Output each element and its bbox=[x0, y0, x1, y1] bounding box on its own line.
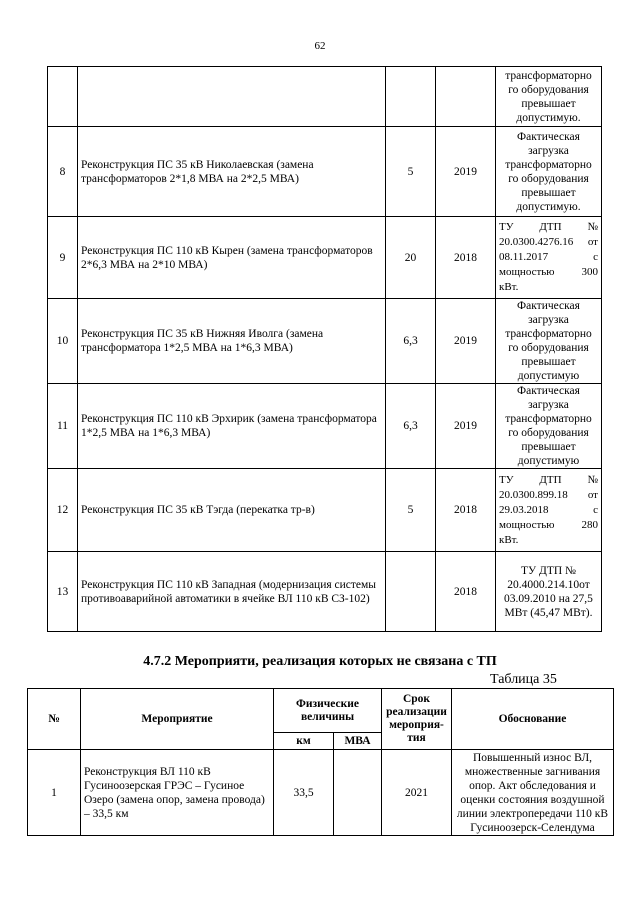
row-event-name: Реконструкция ПС 35 кВ Николаевская (замена трансформаторов 2*1,8 МВА на 2*2,5 МВА) bbox=[78, 127, 386, 217]
reason-word: мощностью bbox=[499, 518, 555, 531]
reason-line bbox=[499, 235, 598, 250]
reason-word: 20.0300.899.18 bbox=[499, 488, 568, 501]
header-km: км bbox=[274, 733, 334, 750]
reason-word: 29.03.2018 bbox=[499, 503, 549, 516]
reason-word: кВт. bbox=[499, 281, 519, 293]
reason-word: от bbox=[587, 488, 598, 501]
reason-word: 20.0300.4276.16 bbox=[499, 236, 574, 248]
row-reason: Фактическая загрузка трансформаторно го оборудования превышает допустимую bbox=[496, 299, 602, 384]
row-km: 33,5 bbox=[274, 750, 334, 836]
reason-line bbox=[499, 280, 598, 295]
row-power: 6,3 bbox=[386, 299, 436, 384]
reason-word: от bbox=[587, 236, 598, 248]
table-row bbox=[28, 750, 614, 836]
page-number: 62 bbox=[314, 40, 326, 52]
row-term: 2021 bbox=[382, 750, 452, 836]
table-row bbox=[48, 217, 602, 299]
reason-word: ТУ bbox=[499, 473, 514, 486]
row-num: 1 bbox=[28, 750, 81, 836]
reason-word: ДТП bbox=[539, 473, 562, 486]
row-reason: Фактическая загрузка трансформаторно го оборудования превышает допустимую bbox=[496, 384, 602, 469]
reason-line bbox=[499, 473, 598, 488]
row-power: 20 bbox=[386, 217, 436, 299]
row-event-name bbox=[78, 67, 386, 127]
row-event-name: Реконструкция ПС 110 кВ Эрхирик (замена трансформатора 1*2,5 МВА на 1*6,3 МВА) bbox=[78, 384, 386, 469]
row-number: 12 bbox=[48, 469, 78, 552]
row-reason: ТУ ДТП № 20.4000.214.10от 03.09.2010 на 27,5 МВт (45,47 МВт). bbox=[496, 552, 602, 632]
reason-line bbox=[499, 488, 598, 503]
reason-line bbox=[499, 250, 598, 265]
row-year bbox=[436, 67, 496, 127]
reason-word: с bbox=[593, 251, 598, 263]
reason-word: ТУ bbox=[499, 221, 514, 233]
row-year: 2019 bbox=[436, 384, 496, 469]
reason-word: кВт. bbox=[499, 533, 519, 546]
row-power bbox=[386, 67, 436, 127]
table-row bbox=[48, 552, 602, 632]
row-number: 9 bbox=[48, 217, 78, 299]
row-number: 10 bbox=[48, 299, 78, 384]
row-reason: Повышенный износ ВЛ, множественные загнивания опор. Акт обследования и оценки состояния воздушной линии электропередачи 110 кВ Гусиноозерск-Селендума bbox=[452, 750, 614, 836]
row-mva bbox=[334, 750, 382, 836]
header-num: № bbox=[28, 689, 81, 750]
reason-word: 280 bbox=[581, 518, 598, 531]
header-reason: Обоснование bbox=[452, 689, 614, 750]
table-row bbox=[48, 299, 602, 384]
table-row bbox=[48, 67, 602, 127]
header-event: Мероприятие bbox=[81, 689, 274, 750]
row-power: 6,3 bbox=[386, 384, 436, 469]
row-power bbox=[386, 552, 436, 632]
row-reason bbox=[496, 469, 602, 552]
header-mva: МВА bbox=[334, 733, 382, 750]
row-year: 2018 bbox=[436, 217, 496, 299]
reason-line bbox=[499, 518, 598, 533]
reason-word: № bbox=[587, 473, 598, 486]
row-year: 2018 bbox=[436, 469, 496, 552]
row-event-name: Реконструкция ПС 35 кВ Нижняя Иволга (замена трансформатора 1*2,5 МВА на 1*6,3 МВА) bbox=[78, 299, 386, 384]
row-number: 11 bbox=[48, 384, 78, 469]
row-reason: Фактическая загрузка трансформаторно го оборудования превышает допустимую. bbox=[496, 127, 602, 217]
reason-line bbox=[499, 533, 598, 548]
row-reason: трансформаторно го оборудования превышает допустимую. bbox=[496, 67, 602, 127]
reason-word: с bbox=[593, 503, 598, 516]
row-number: 13 bbox=[48, 552, 78, 632]
reason-line bbox=[499, 503, 598, 518]
table-row bbox=[48, 469, 602, 552]
events-table bbox=[47, 66, 602, 632]
row-year: 2019 bbox=[436, 127, 496, 217]
row-event: Реконструкция ВЛ 110 кВ Гусиноозерская ГРЭС – Гусиное Озеро (замена опор, замена провода) – 33,5 км bbox=[81, 750, 274, 836]
reason-word: 08.11.2017 bbox=[499, 251, 549, 263]
header-physical: Физические величины bbox=[274, 689, 382, 733]
table-row bbox=[48, 127, 602, 217]
row-year: 2019 bbox=[436, 299, 496, 384]
reason-word: 300 bbox=[581, 266, 598, 278]
reason-line bbox=[499, 265, 598, 280]
row-event-name: Реконструкция ПС 110 кВ Кырен (замена трансформаторов 2*6,3 МВА на 2*10 МВА) bbox=[78, 217, 386, 299]
section-heading: 4.7.2 Мероприяти, реализация которых не связана с ТП bbox=[143, 654, 497, 669]
row-power: 5 bbox=[386, 469, 436, 552]
row-event-name: Реконструкция ПС 35 кВ Тэгда (перекатка тр-в) bbox=[78, 469, 386, 552]
table-row bbox=[48, 384, 602, 469]
row-reason bbox=[496, 217, 602, 299]
row-number bbox=[48, 67, 78, 127]
reason-word: мощностью bbox=[499, 266, 555, 278]
reason-line bbox=[499, 220, 598, 235]
measures-table bbox=[27, 688, 614, 836]
reason-word: № bbox=[587, 221, 598, 233]
row-event-name: Реконструкция ПС 110 кВ Западная (модернизация системы противоаварийной автоматики в ячейке ВЛ 110 кВ СЗ-102) bbox=[78, 552, 386, 632]
row-power: 5 bbox=[386, 127, 436, 217]
table-label: Таблица 35 bbox=[490, 672, 557, 687]
row-year: 2018 bbox=[436, 552, 496, 632]
row-number: 8 bbox=[48, 127, 78, 217]
header-term: Срок реализации мероприя-тия bbox=[382, 689, 452, 750]
reason-word: ДТП bbox=[539, 221, 562, 233]
